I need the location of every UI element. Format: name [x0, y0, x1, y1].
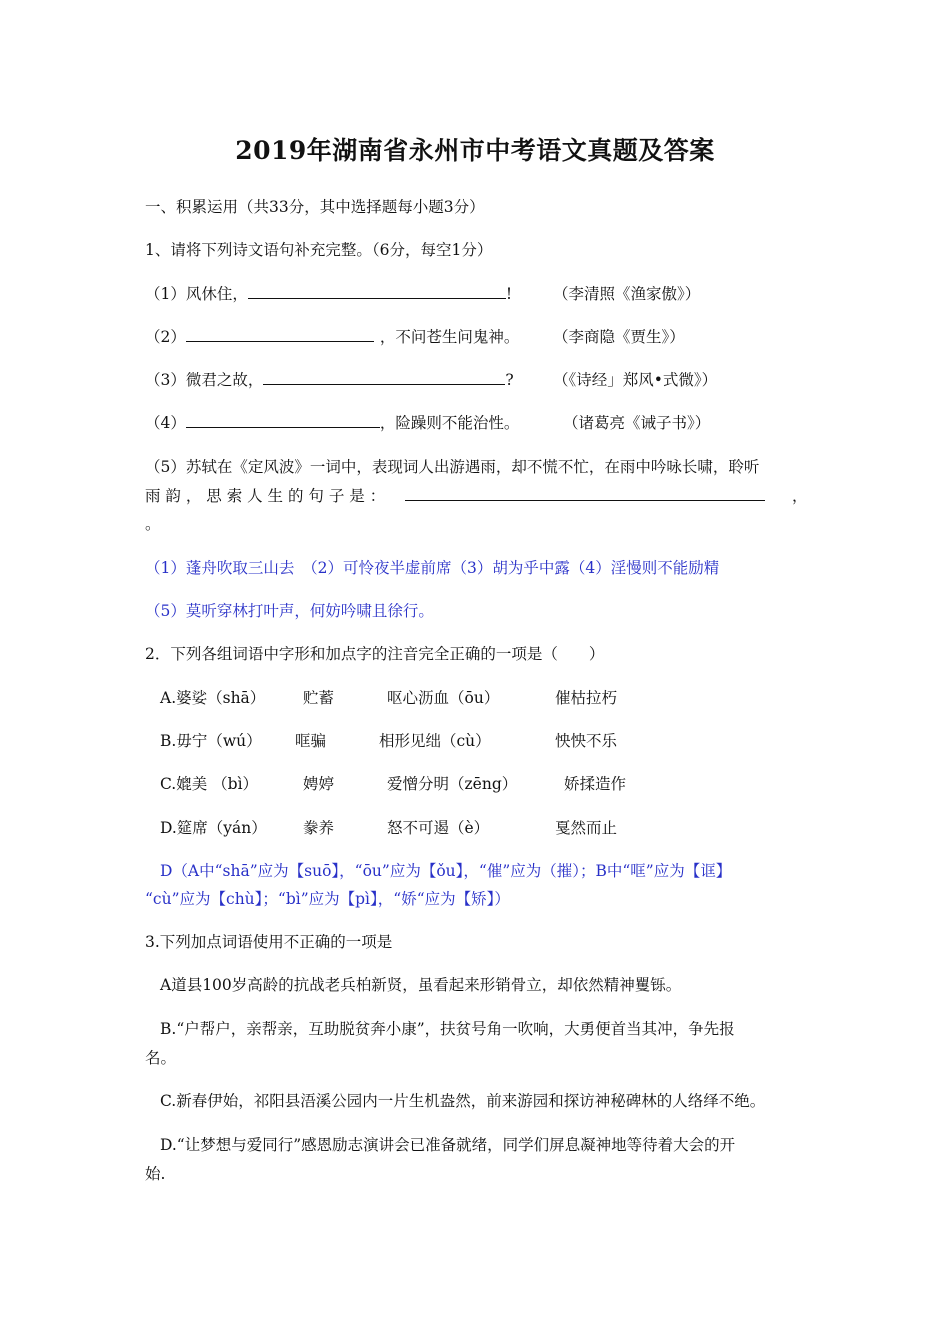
q1-item-5-line2: 雨 韵 ， 思 索 人 生 的 句 子 是 ：	[145, 486, 765, 506]
q3-option-b-line1: B.“户帮户，亲帮亲，互助脱贫奔小康”，扶贫号角一吹响，大勇便首当其冲，争先报	[160, 1020, 735, 1038]
q2-option-a-word3: 呕心沥血（ōu）	[387, 689, 500, 707]
q3-option-d-line1: D.“让梦想与爱同行”感恩励志演讲会已准备就绪，同学们屏息凝神地等待着大会的开	[160, 1136, 736, 1154]
q2-answer-line1: D（A中“shā”应为【suō】，“ōu”应为【ǒu】，“催”应为（摧）；B中“哐”应为【诓】	[160, 862, 732, 880]
q2-option-d-word3: 怒不可遏（è）	[387, 819, 490, 837]
fill-blank[interactable]	[186, 327, 374, 342]
q1-item-3: （3）微君之故， ?	[145, 371, 514, 389]
q1-item-4: （4） ，险躁则不能治性。	[145, 414, 520, 432]
question-1-stem: 1、请将下列诗文语句补充完整。（6分，每空1分）	[145, 241, 493, 259]
fill-blank[interactable]	[263, 370, 505, 385]
q2-option-a-word2: 贮蓄	[303, 689, 335, 707]
q2-option-b-word2: 哐骗	[295, 732, 327, 750]
q2-answer-line2: “cù”应为【chù】；“bì”应为【pì】，“娇“应为【矫】）	[145, 890, 510, 908]
q1-item-5-line3: 。	[145, 515, 161, 533]
q1-answer-line1: （1）蓬舟吹取三山去 （2）可怜夜半虚前席（3）胡为乎中露（4）淫慢则不能励精	[145, 559, 720, 577]
q3-option-d-line2: 始.	[145, 1165, 166, 1183]
q1-item-2: （2） ，不问苍生问鬼神。	[145, 328, 520, 346]
q1-item-4-source: （诸葛亮《诫子书》）	[563, 414, 711, 432]
q2-option-d-word4: 戛然而止	[555, 819, 618, 837]
q2-option-a: A.婆娑（shā）	[160, 689, 266, 707]
q2-option-c-word2: 娉婷	[303, 775, 335, 793]
q2-option-b-word3: 相形见绌（cù）	[379, 732, 491, 750]
page-title: 2019年湖南省永州市中考语文真题及答案	[235, 136, 715, 165]
q1-item-2-source: （李商隐《贾生》）	[553, 328, 685, 346]
q2-option-d-word2: 豢养	[303, 819, 335, 837]
fill-blank[interactable]	[405, 486, 765, 501]
q1-item-1-source: （李清照《渔家傲》）	[553, 285, 701, 303]
q2-option-a-word4: 催枯拉朽	[555, 689, 618, 707]
q2-option-c-word4: 娇揉造作	[564, 775, 627, 793]
q1-item-3-source: （《诗经」郑风•式微》）	[553, 371, 718, 389]
q3-option-b-line2: 名。	[145, 1049, 177, 1067]
question-2-stem: 2．下列各组词语中字形和加点字的注音完全正确的一项是（ ）	[145, 645, 605, 663]
q2-option-d: D.筵席（yán）	[160, 819, 267, 837]
q1-item-5-line1: （5）苏轼在《定风波》一词中，表现词人出游遇雨，却不慌不忙，在雨中吟咏长啸，聆听	[145, 458, 760, 476]
q1-item-5-comma: ，	[792, 487, 808, 505]
q2-option-c-word3: 爱憎分明（zēng）	[387, 775, 518, 793]
q2-option-b-word4: 怏怏不乐	[555, 732, 618, 750]
q3-option-c: C.新春伊始，祁阳县浯溪公园内一片生机盎然，前来游园和探访神秘碑林的人络绎不绝。	[160, 1092, 766, 1110]
q3-option-a: A道县100岁高龄的抗战老兵柏新贤，虽看起来形销骨立，却依然精神矍铄。	[160, 976, 682, 994]
q2-option-c: C.媲美 （bì）	[160, 775, 259, 793]
q2-option-b: B.毋宁（wú）	[160, 732, 262, 750]
fill-blank[interactable]	[248, 284, 506, 299]
q1-answer-line2: （5）莫听穿林打叶声，何妨吟啸且徐行。	[145, 602, 434, 620]
section-heading: 一、积累运用（共33分，其中选择题每小题3分）	[145, 198, 485, 216]
q1-item-1: （1）风休住， !	[145, 285, 513, 303]
question-3-stem: 3.下列加点词语使用不正确的一项是	[145, 933, 393, 951]
fill-blank[interactable]	[186, 413, 380, 428]
